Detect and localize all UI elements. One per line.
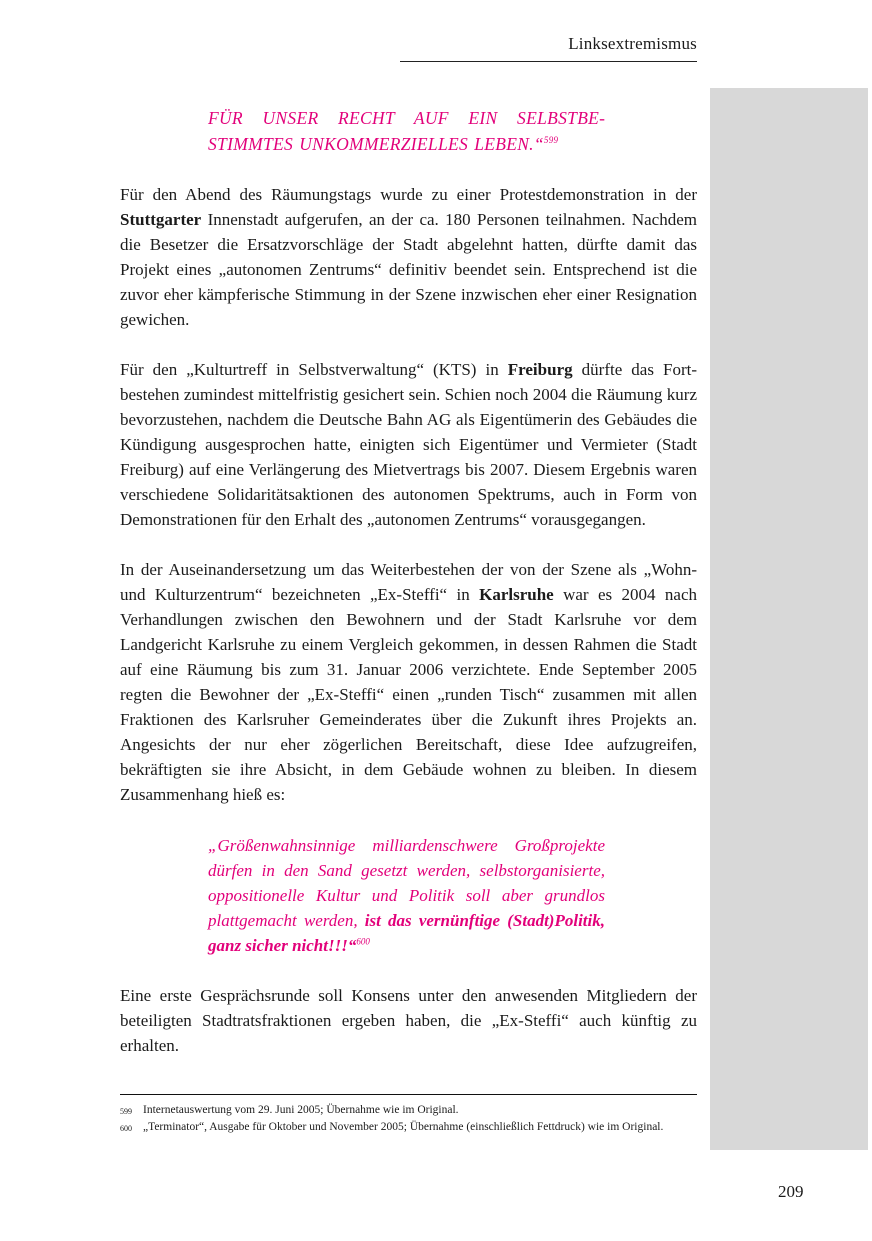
footnote-item (120, 1120, 697, 1137)
emphasis-stuttgarter: Stuttgarter (120, 210, 202, 229)
footnote-rule (120, 1094, 697, 1095)
paragraph-segment: Für den Abend des Räumungstags wurde zu einer Protestdemonstration in der (120, 185, 697, 204)
footnote-item (120, 1103, 697, 1120)
emphasis-freiburg: Freiburg (507, 360, 573, 379)
body-text-column (120, 105, 697, 1058)
paragraph-segment: Für den „Kulturtreff in Selbstverwaltung“ (KTS) in (120, 360, 508, 379)
quote-block-2 (208, 833, 605, 958)
quote-2-bold-text: ist das vernünftige (Stadt)Politik, ganz sicher nicht!!!“ (208, 911, 605, 955)
footnote-ref-600: 600 (356, 936, 370, 947)
page-number: 209 (778, 1182, 804, 1201)
paragraph-karlsruhe (120, 557, 697, 807)
paragraph-segment: dürfte das Fortbestehen zumindest mittelfristig gesichert sein. Schien noch 2004 die Räumung kurz bevorzustehen, nachdem die Deutsche Bahn AG als Eigentümerin des Gebäudes die Kündigung ausgesprochen hatte, einigten sich Eigentümer und Vermieter (Stadt Freiburg) auf eine Verlängerung des Mietvertrags bis 2007. Diesem Ergebnis waren verschiedene Solidaritätsaktionen des autonomen Spektrums, auch in Form von Demonstrationen für den Erhalt des „autonomen Zentrums“ vorausgegangen. (120, 360, 697, 529)
footnote-section (120, 1094, 697, 1136)
paragraph-stuttgart (120, 182, 697, 332)
paragraph-segment: war es 2004 nach Verhandlungen zwischen den Bewohnern und der Stadt Karlsruhe vor dem Landgericht Karlsruhe zu einem Vergleich gekommen, in dessen Rahmen die Stadt auf eine Räumung bis zum 31. Januar 2006 verzichtete. Ende September 2005 regten die Bewohner der „Ex-Steffi“ einen „runden Tisch“ zusammen mit allen Fraktionen des Karlsruher Gemeinderates über die Zukunft ihres Projekts an. Angesichts der nur eher zögerlichen Bereitschaft, diese Idee aufzugreifen, bekräftigten sie ihre Absicht, in dem Gebäude wohnen zu bleiben. In diesem Zusammenhang hieß es: (120, 585, 697, 804)
running-header-title: Linksextremismus (568, 34, 697, 53)
footnote-number: 600 (120, 1123, 132, 1133)
paragraph-closing (120, 983, 697, 1058)
quote-1-text: FÜR UNSER RECHT AUF EIN SELBSTBESTIMMTES UNKOMMERZIELLES LEBEN.“ (208, 108, 605, 154)
paragraph-segment: In der Auseinandersetzung um das Weiterbestehen der von der Szene als „Wohn- und Kulturzentrum“ bezeichneten „Ex-Steffi“ in (120, 560, 697, 604)
footnote-number: 599 (120, 1107, 132, 1116)
paragraph-freiburg (120, 357, 697, 532)
margin-tab-block (710, 88, 868, 1150)
running-header (400, 34, 697, 62)
quote-block-1 (208, 105, 605, 157)
footnote-text: Internetauswertung vom 29. Juni 2005; Übernahme wie im Original. (143, 1104, 459, 1116)
emphasis-karlsruhe: Karlsruhe (479, 585, 554, 604)
quote-2-text: „Größenwahnsinnige milliardenschwere Großprojekte dürfen in den Sand gesetzt werden, selbstorganisierte, oppositionelle Kultur und Politik soll aber grundlos plattgemacht werden, (208, 836, 605, 930)
footnote-text: „Terminator“, Ausgabe für Oktober und November 2005; Übernahme (einschließlich Fettdruck) wie im Original. (143, 1120, 664, 1133)
paragraph-segment: Innenstadt aufgerufen, an der ca. 180 Personen teilnahmen. Nachdem die Besetzer die Ersatzvorschläge der Stadt abgelehnt hatten, dürfte damit das Projekt eines „autonomen Zentrums“ definitiv beendet sein. Entsprechend ist die zuvor eher kämpferische Stimmung in der Szene inzwischen eher einer Resignation gewichen. (120, 210, 697, 329)
footnote-ref-599: 599 (543, 135, 559, 146)
paragraph-segment: Eine erste Gesprächsrunde soll Konsens unter den anwesenden Mitgliedern der beteiligten Stadtratsfraktionen ergeben haben, die „Ex-Steffi“ auch künftig zu erhalten. (120, 986, 697, 1055)
